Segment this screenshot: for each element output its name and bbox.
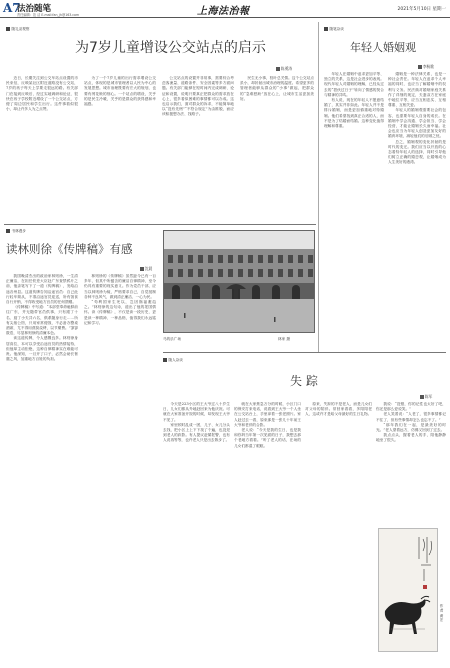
kicker-square-icon bbox=[163, 358, 167, 362]
divider-left-mid bbox=[4, 224, 316, 225]
byline-square-icon bbox=[420, 395, 424, 399]
kicker-square-icon bbox=[6, 27, 10, 31]
article1-kicker: 随礼录观察 bbox=[6, 26, 29, 32]
article4-column-1: 今天是223小区的王大爷过八十岁生日，儿女们都从外地赶回来为他庆祝。可就在大家准备开饭的时候，却发现王大爷不见了。 家里顿时乱成一团，儿子、女儿分头去找，把小区上上下下找了个遍，也没见到老人的踪影。有人提议赶紧报警，也有人说再等等，也许老人只是出去散步了。 bbox=[163, 402, 230, 443]
kicker-square-icon bbox=[6, 229, 10, 233]
article5-column: 我说：“没错，你的记性也太好了吧，你还是那么爱说笑。” 老人笑着说：“人老了，很多事情都记不住了，但有些事情却怎么也忘不了。” “那年我们在一起，是最美好的时光。”老人望着远方，仿佛又回到了过去。 我点点头，握着老人的手，陪他静静地坐了很久。 bbox=[376, 402, 446, 443]
article2-byline: 李秋歌 bbox=[418, 64, 434, 70]
ox-painting-image bbox=[379, 529, 438, 652]
photo-caption: 马的乐广场 bbox=[163, 337, 181, 341]
article2-title: 年轻人婚姻观 bbox=[350, 41, 416, 54]
article3-byline: 沈晨 bbox=[140, 266, 152, 272]
plaza-photo-image bbox=[164, 231, 315, 333]
section-title: 法治随笔 bbox=[17, 4, 52, 14]
article1-byline: 陈勇涛 bbox=[276, 66, 292, 72]
article3-column-2: 林则徐的《传牌稿》虽然距今已有一百多年，但其中所蕴含的廉洁自律精神，至今仍具有重要的现实意义。作为党员干部，应当以林则徐为镜，严格要求自己，自觉抵制各种不良风气，做到清正廉洁、一心为民。 “苟利国家生死以，岂因祸福避趋之。”林则徐的这句诗，道出了他的报国情怀。读《传牌稿》，不仅是读一段历史，更是读一种精神、一种品格，值得我们永远铭记和学习。 bbox=[84, 274, 156, 325]
painting-author: 作者 黄宏 bbox=[440, 604, 444, 623]
article1-column-3: 公交站点的设置并非易事，需要综合考虑客流量、道路条件、安全因素等多方面问题。有关部门能够在短时间内完成调研、论证和设置，说明只要真正把群众的需求放在心上，很多看似困难的事情都可以办成。这也启示我们，面对群众的诉求，不能简单地以“没有先例”“不符合规定”为由推脱，而应该积极想办法、找路子。 bbox=[162, 76, 234, 117]
article4-column-3: 原来，失踪的不是老人，而是儿女们对父母的陪伴。常回家看看，多陪陪老人，这或许才是给父母最好的生日礼物。 bbox=[305, 402, 372, 417]
issue-date: 2021年5月10日 星期一 bbox=[397, 7, 446, 12]
article1-column-1: 近日，长期关注到公交车站点设置的市民来信，反映某社区附近道路没有公交站，7岁的孩子每天上学要走很远的路。有关部门在接到反映后，经过实地调研和论证，很快在孩子学校附近增设了一个公交站点，方便了周边居民和学生出行。这件事看似很小，却让许多人为之点赞。 bbox=[6, 76, 78, 112]
plaza-photo bbox=[163, 230, 315, 333]
article4-column-2: 就在大家焦急万分的时候，小区门口的保安打来电话，说看到王大爷一个人坐在公交站台上，手里拿着一张老照片。家人赶过去一看，原来那是一张几十年前王大爷和老伴的合影。 老人说：“今天是我的生日，也是我和你妈当年第一次见面的日子，我想去那个老地方看看。”听了老人的话，在场的儿女们都湿了眼眶。 bbox=[234, 402, 301, 448]
article2-kicker: 随笔杂谈 bbox=[324, 26, 344, 32]
ox-painting bbox=[378, 528, 438, 652]
column-rule-right bbox=[318, 22, 319, 352]
masthead bbox=[0, 0, 450, 18]
article3-title: 读林则徐《传牌稿》有感 bbox=[6, 242, 133, 256]
editor-credit: 责任编辑：范 洁 E-mail:fan_jh@163.com bbox=[17, 13, 80, 17]
article2-column-1: 年轻人在婚姻中追求更加平等、独立的关系，这是社会进步的表现。现代年轻人对婚姻的理解，已经从过去的“搭伙过日子”转向了情感的契合与精神的共鸣。 有人说，现在的年轻人不愿意结婚了，其实并非如此。年轻人并不是排斥婚姻，而是更加慎重地对待婚姻。他们希望找到真正合适的人，而不是为了结婚而结婚。这种变化值得理解和尊重。 bbox=[324, 72, 384, 129]
article3-kicker: 书林漫步 bbox=[6, 228, 26, 234]
divider-photo bbox=[163, 352, 318, 353]
article3-column-1: 我国晚清杰出的政治家林则徐，一生清正廉洁，在担任钦差大臣赴广东查禁鸦片之前，他亲笔写下了一道《传牌稿》，发给沿途各州县。这道传牌告知沿途官员：自己此行轻车简从，不准沿途官员迎送，所有饭食自行开销，不得收受地方官员的任何馈赠。 《传牌稿》中写道：“本部堂奉命驰驿前往广东，并无随带官员供事，只有跟丁十名、厨丁小夫共六名，俱系随身行走……所有尖宿公馆，只用家常便饭，不必备办整桌酒席，尤不得用燕窝烧烤，以节糜费。”寥寥数语，尽显林则徐的清廉本色。 读这道传牌，令人感慨良多。林则徐身居高位，本可以享受沿途官员的热情接待，但他却主动拒绝，这种自律精神实在难能可贵。他深知，一旦开了口子，必然会助长奢靡之风，加重地方百姓的负担。 bbox=[6, 274, 78, 362]
byline-square-icon bbox=[140, 267, 144, 271]
page-number: A7 bbox=[3, 1, 21, 15]
article1-title: 为7岁儿童增设公交站点的启示 bbox=[75, 40, 266, 56]
article4-byline: 陈军 bbox=[420, 394, 432, 400]
article1-column-2: 为了一个7岁儿童的出行需求增设公交站点，体现的是城市管理者以人民为中心的发展思想。城市治理既要有宏大的规划，也要有绣花般的细心。一个站点的增设，关乎的是民生冷暖，关乎的是群众的获得感和幸福感。 bbox=[84, 76, 156, 107]
article2-column-2: 婚姻是一种法律关系，也是一种社会责任。年轻人在追求个人幸福的同时，也应当了解婚姻中的权利与义务。民法典对婚姻家庭关系作了详细的规定，夫妻双方在家庭中地位平等，应当互相忠实、互相尊重、互相关爱。 年轻人的婚姻观需要社会的包容，也需要年轻人自身的成长。在婚姻中学会沟通、学会担当、学会经营，才能让婚姻长久而幸福。社会也应当为年轻人创造更加友好的婚育环境，减轻他们的后顾之忧。 总之，婚姻观的变化折射的是时代的变迁。我们应当以开放的心态看待年轻人的选择，同时引导他们树立正确的婚恋观，让婚姻成为人生美好的港湾。 bbox=[388, 72, 446, 165]
byline-square-icon bbox=[418, 65, 422, 69]
article1-column-4: 民生无小事，枝叶总关情。这个公交站点虽小，却折射出城市治理的温度。希望更多的管理者能够从群众的“小事”做起，把群众的“急难愁盼”放在心上，让城市生活更加美好。 bbox=[240, 76, 314, 101]
divider-right bbox=[318, 352, 446, 353]
photo-credit: 林家 摄 bbox=[278, 337, 290, 341]
byline-square-icon bbox=[276, 67, 280, 71]
newspaper-logo: 上海法治報 bbox=[197, 6, 250, 17]
article4-title: 失 踪 bbox=[290, 374, 318, 388]
kicker-square-icon bbox=[324, 27, 328, 31]
article4-kicker: 随人杂谈 bbox=[163, 357, 183, 363]
